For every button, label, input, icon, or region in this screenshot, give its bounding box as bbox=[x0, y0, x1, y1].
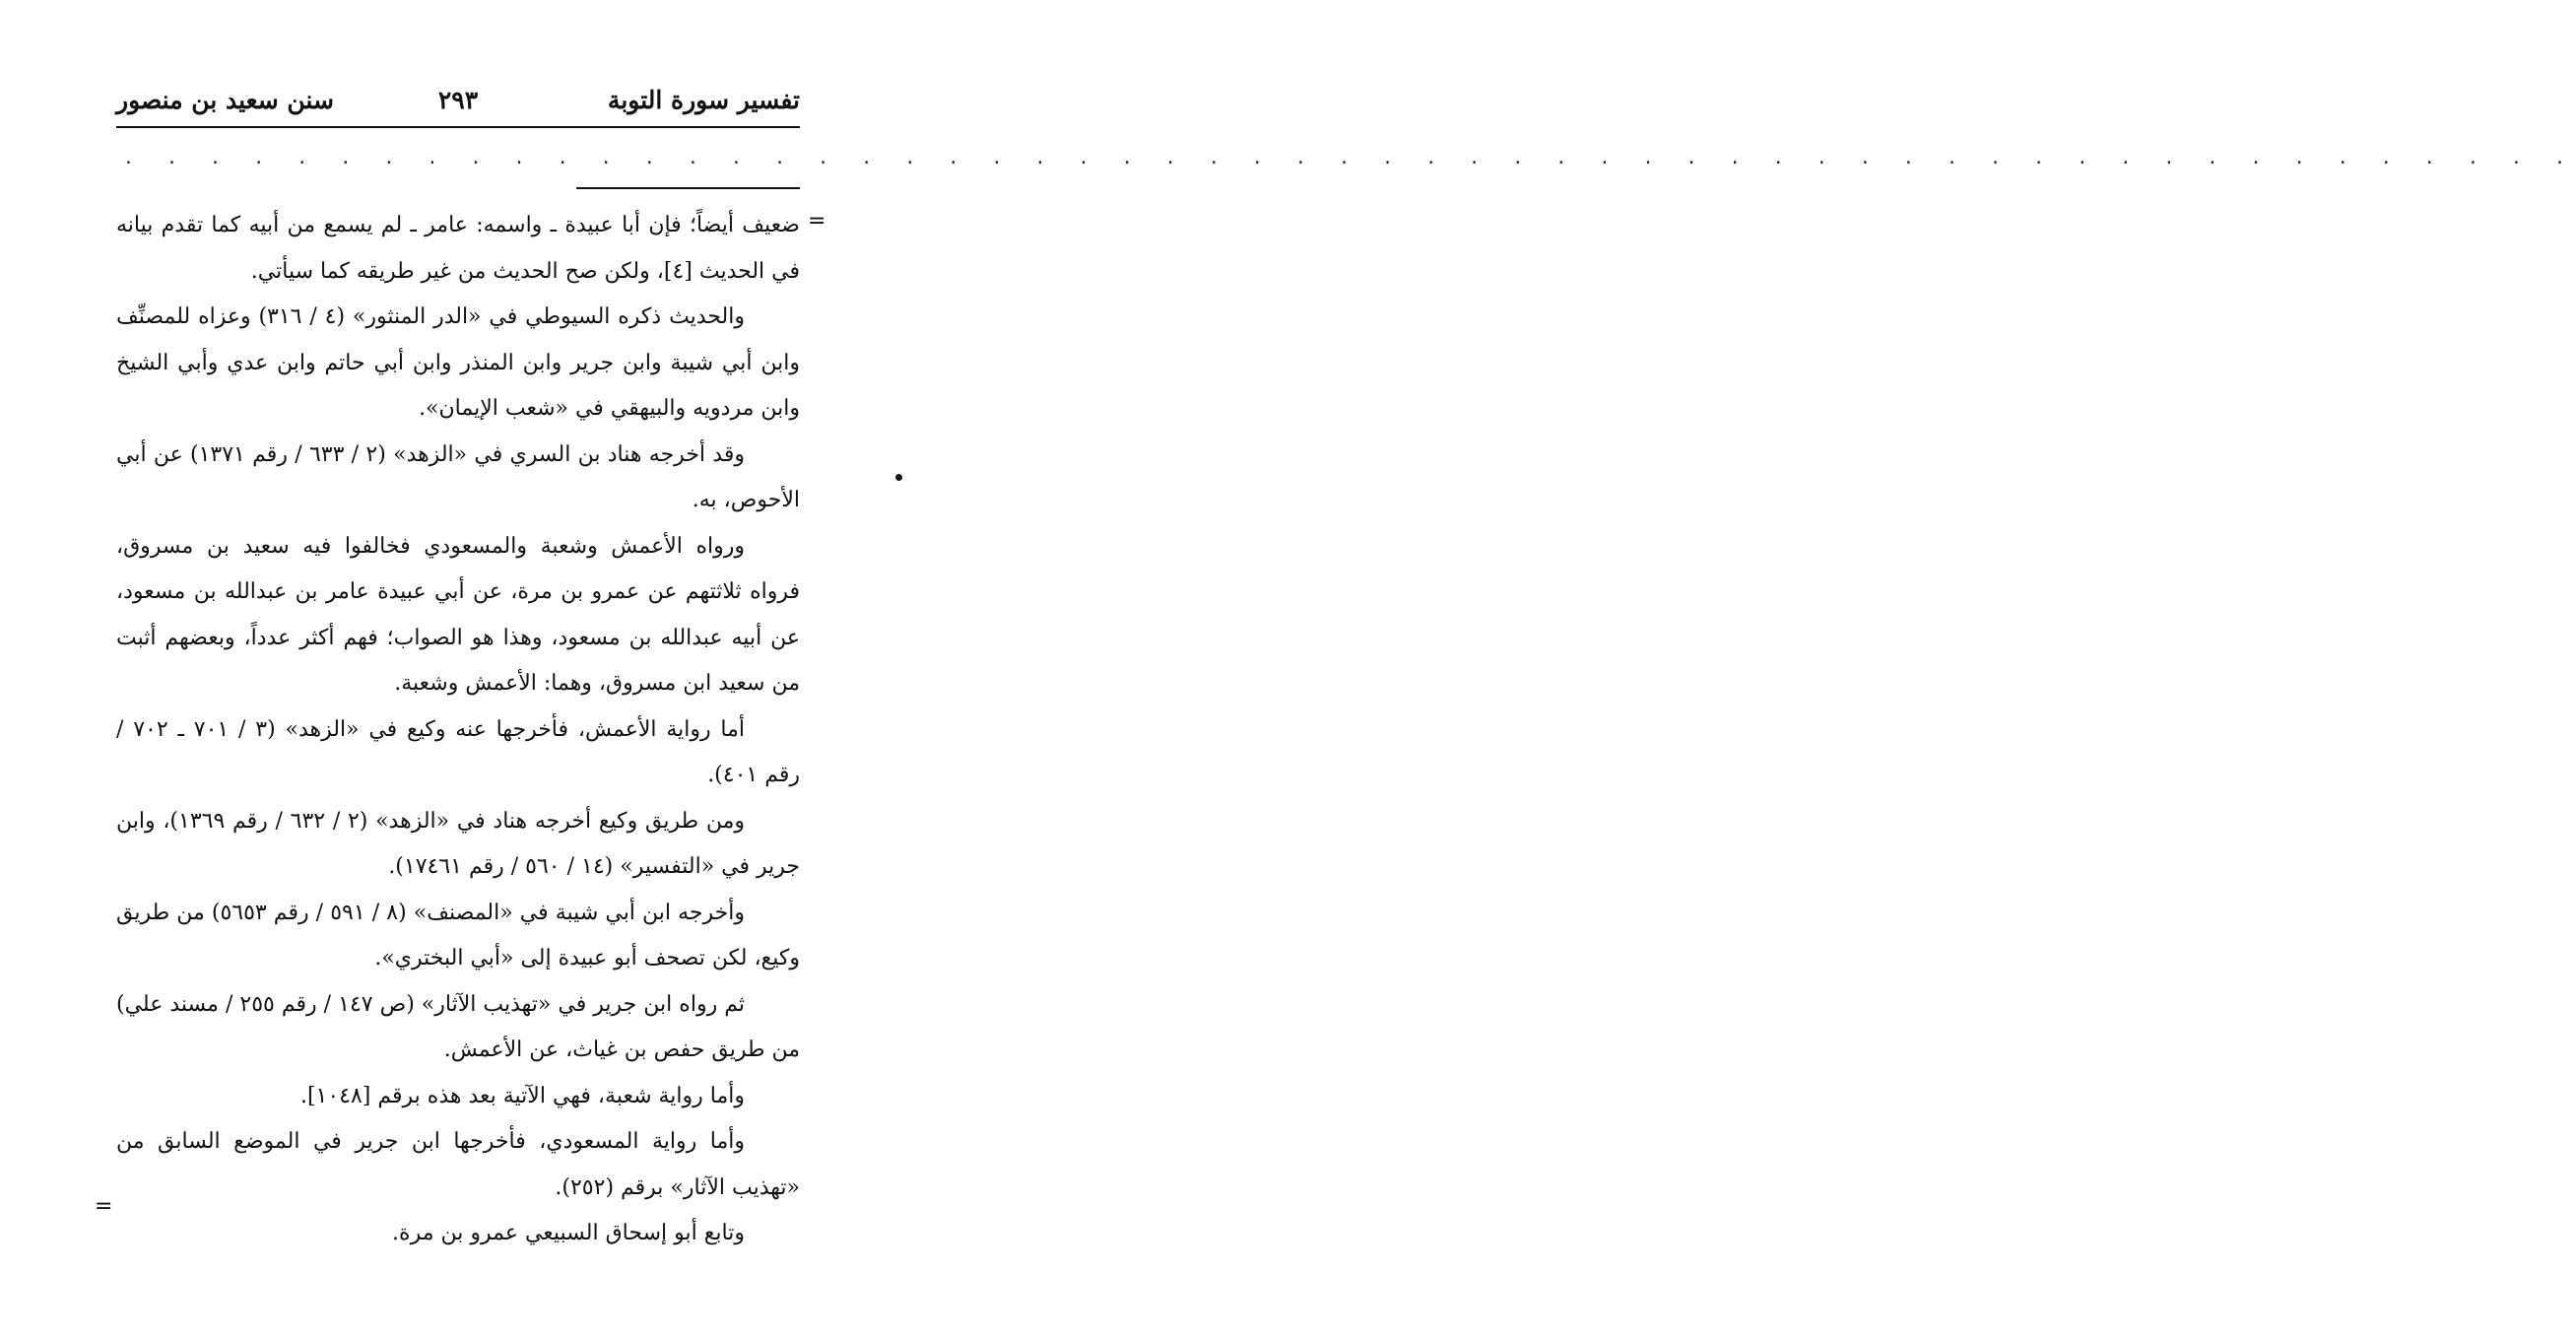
paragraph-8: ثم رواه ابن جرير في «تهذيب الآثار» (ص ١٤٧ / رقم ٢٥٥ / مسند علي) من طريق حفص بن غياث، عن الأعمش. bbox=[116, 991, 800, 1062]
paragraph-3: وقد أخرجه هناد بن السري في «الزهد» (٢ / ٦٣٣ / رقم ١٣٧١) عن أبي الأحوص، به. bbox=[116, 441, 800, 512]
footnote-body bbox=[116, 203, 800, 1257]
page-number: ٢٩٣ bbox=[437, 86, 479, 114]
separator-dots: . . . . . . . . . . . . . . . . . . . . . . . . . . . . . . . . . . . . . . . . . . . . . . . . . . . . . . . . . bbox=[123, 148, 2576, 168]
paragraph-1: ضعيف أيضاً؛ فإن أبا عبيدة ـ واسمه: عامر ـ لم يسمع من أبيه كما تقدم بيانه في الحديث [٤]، ولكن صح الحديث من غير طريقه كما سيأتي. bbox=[116, 213, 800, 284]
running-header bbox=[116, 81, 800, 124]
header-rule bbox=[116, 126, 800, 128]
footnote-rule bbox=[576, 187, 800, 189]
end-continuation-mark: = bbox=[95, 1194, 113, 1219]
margin-dot bbox=[895, 474, 902, 481]
paragraph-7: وأخرجه ابن أبي شيبة في «المصنف» (٨ / ٥٩١ / رقم ٥٦٥٣) من طريق وكيع، لكن تصحف أبو عبيدة إلى «أبي البختري». bbox=[116, 900, 800, 971]
paragraph-5: أما رواية الأعمش، فأخرجها عنه وكيع في «الزهد» (٣ / ٧٠١ ـ ٧٠٢ / رقم ٤٠١). bbox=[116, 716, 800, 787]
paragraph-11: وتابع أبو إسحاق السبيعي عمرو بن مرة. bbox=[392, 1221, 745, 1245]
chapter-title: تفسير سورة التوبة bbox=[607, 86, 800, 114]
paragraph-10: وأما رواية المسعودي، فأخرجها ابن جرير في الموضع السابق من «تهذيب الآثار» برقم (٢٥٢). bbox=[116, 1129, 800, 1200]
paragraph-6: ومن طريق وكيع أخرجه هناد في «الزهد» (٢ / ٦٣٢ / رقم ١٣٦٩)، وابن جرير في «التفسير» (١٤ / ٥٦٠ / رقم ١٧٤٦١). bbox=[116, 808, 800, 879]
paragraph-9: وأما رواية شعبة، فهي الآتية بعد هذه برقم [١٠٤٨]. bbox=[299, 1083, 745, 1108]
book-title: سنن سعيد بن منصور bbox=[116, 86, 334, 114]
continuation-mark: = bbox=[808, 209, 826, 234]
paragraph-4: ورواه الأعمش وشعبة والمسعودي فخالفوا فيه سعيد بن مسروق، فرواه ثلاثتهم عن عمرو بن مرة، عن أبي عبيدة عامر بن عبدالله بن مسعود، عن أبيه عبدالله بن مسعود، وهذا هو الصواب؛ فهم أكثر عدداً، وبعضهم أثبت من سعيد ابن مسروق، وهما: الأعمش وشعبة. bbox=[116, 533, 800, 696]
paragraph-2: والحديث ذكره السيوطي في «الدر المنثور» (٤ / ٣١٦) وعزاه للمصنِّف وابن أبي شيبة وابن جرير وابن المنذر وابن أبي حاتم وابن عدي وأبي الشيخ وابن مردويه والبيهقي في «شعب الإيمان». bbox=[116, 304, 800, 421]
